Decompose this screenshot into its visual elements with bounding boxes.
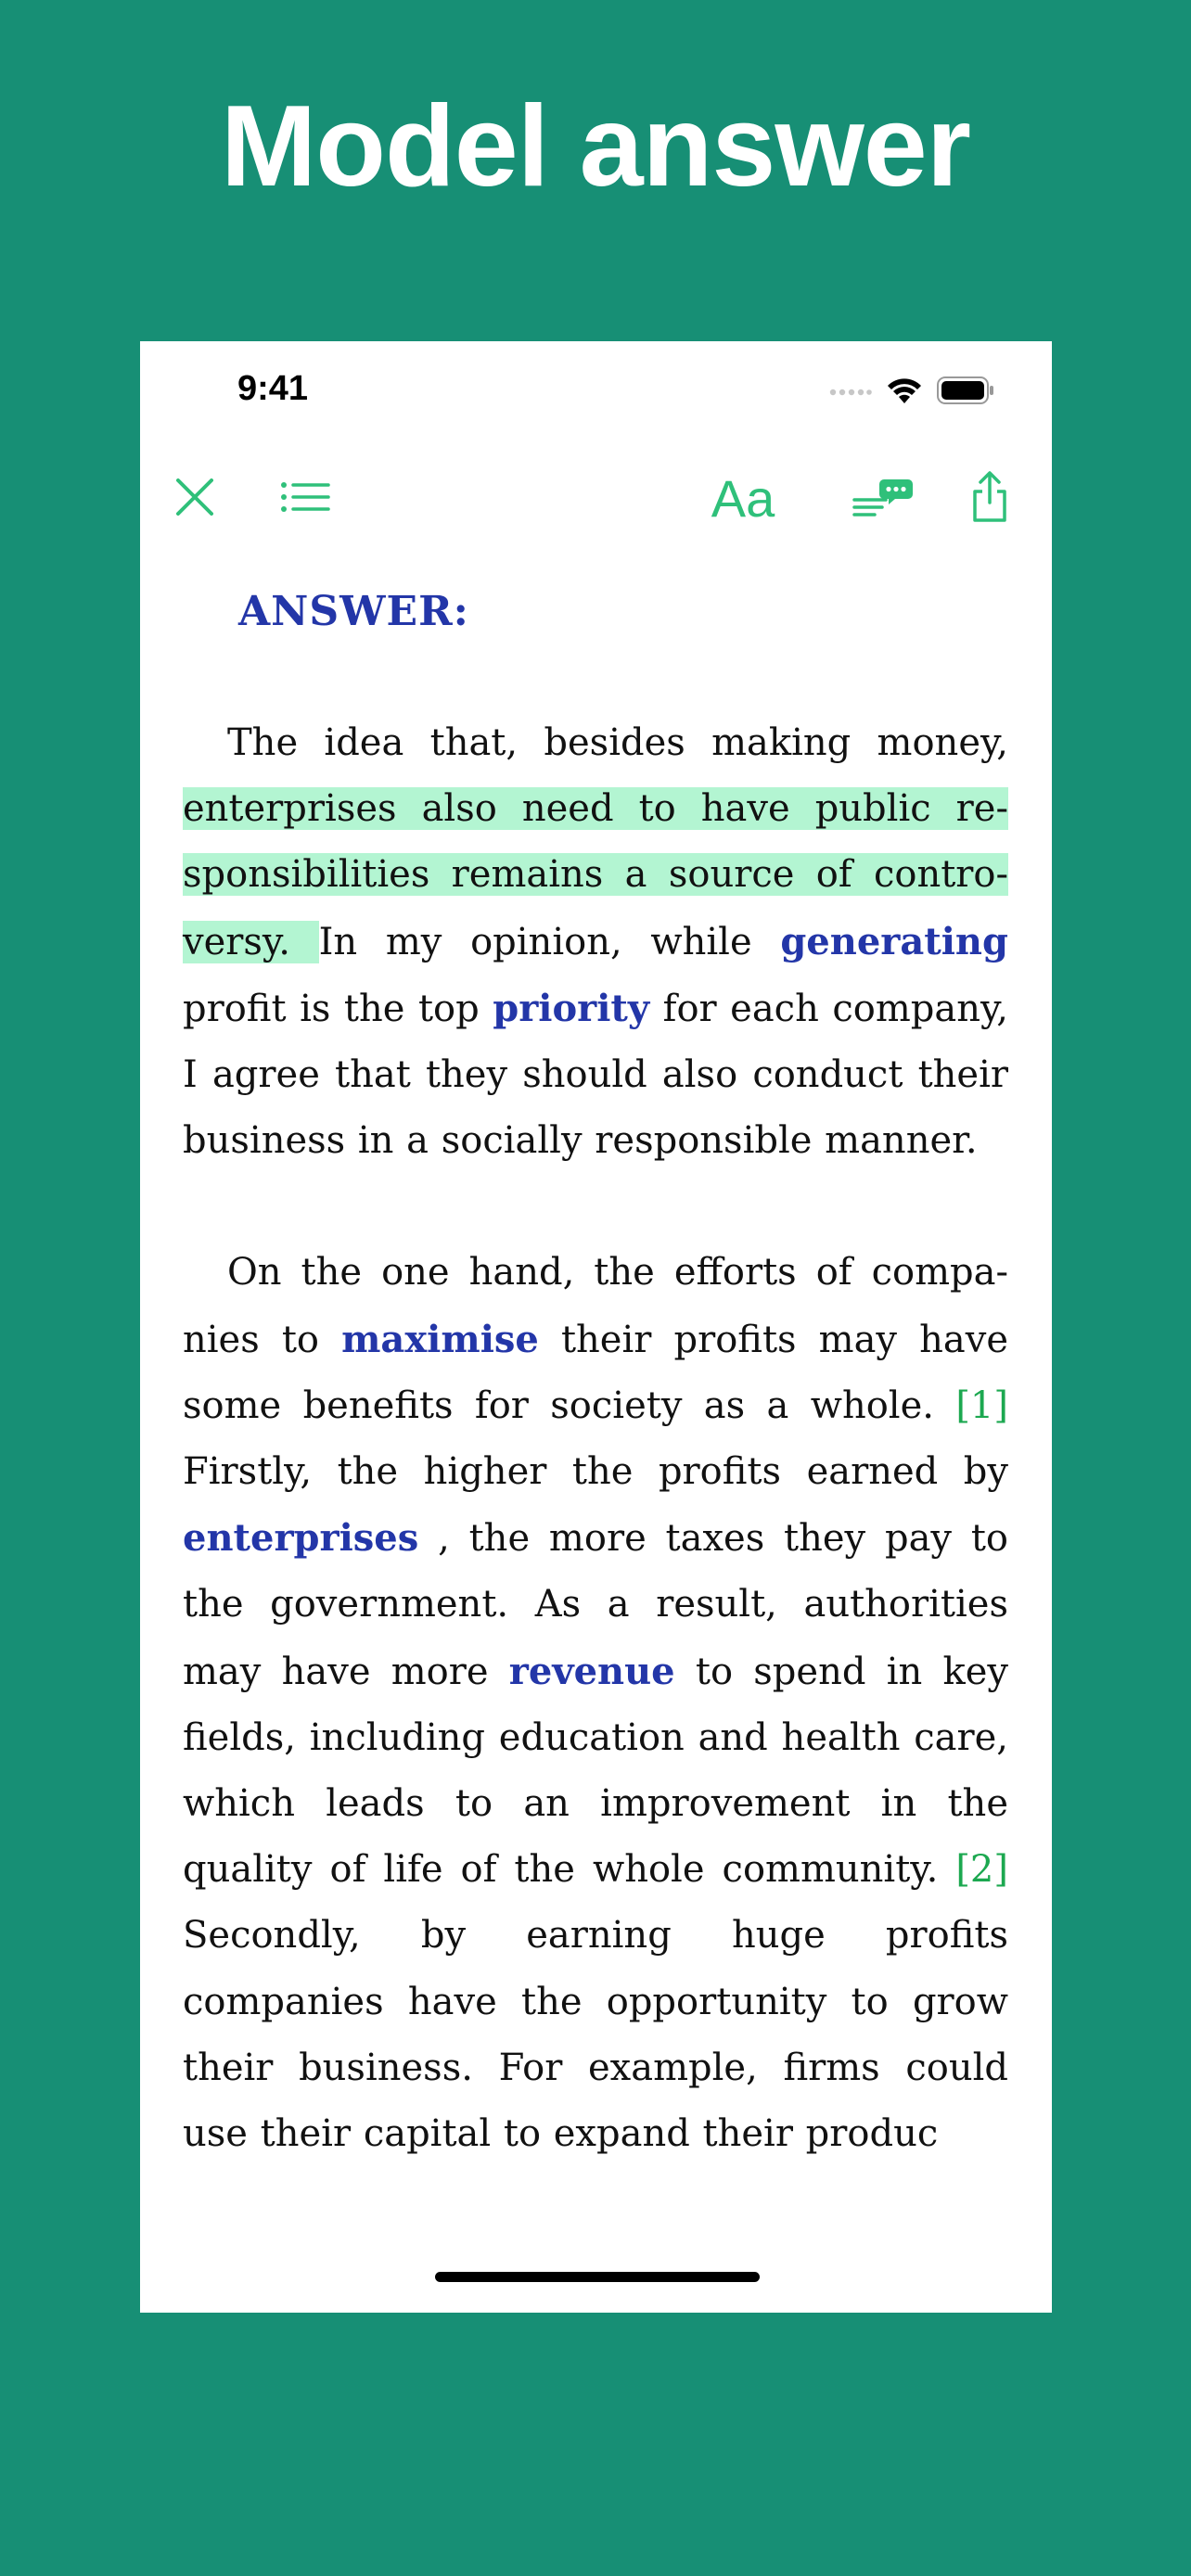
comments-button[interactable] — [848, 453, 918, 545]
keyword-revenue[interactable]: revenue — [508, 1649, 675, 1693]
paragraph-1-lead: The idea that, besides making money, — [227, 721, 1008, 764]
paragraph-2-text-3: Firstly, the higher the profits earned by — [183, 1450, 1008, 1494]
paragraph-2-text-1: On the one hand, the efforts of companies to — [183, 1251, 1008, 1361]
wifi-icon — [885, 376, 924, 410]
keyword-enterprises[interactable]: enterprises — [183, 1516, 419, 1561]
home-indicator[interactable] — [435, 2272, 760, 2282]
paragraph-1-text-2: profit is the top — [183, 987, 493, 1030]
font-icon-label: Aa — [711, 469, 775, 528]
paragraph-1 — [183, 710, 1008, 1174]
battery-icon — [937, 376, 994, 409]
cellular-signal-icon — [829, 384, 872, 401]
reader-toolbar — [140, 453, 1052, 545]
status-indicators — [829, 376, 994, 408]
paragraph-2-text-2: their profits may have some benefits for society as a whole. — [183, 1318, 1008, 1427]
font-size-icon — [711, 469, 775, 528]
phone-screen — [140, 341, 1052, 2313]
keyword-generating[interactable]: generating — [780, 919, 1008, 963]
paragraph-1-text-1: In my opinion, while — [318, 920, 781, 963]
keyword-maximise[interactable]: maximise — [341, 1317, 539, 1361]
highlighted-passage[interactable]: enterprises also need to have public responsibilities remains a source of controversy. — [183, 787, 1008, 963]
table-of-contents-button[interactable] — [275, 453, 336, 545]
answer-heading: ANSWER: — [238, 588, 469, 635]
paragraph-2 — [183, 1240, 1008, 2167]
reference-marker-1[interactable]: [1] — [955, 1384, 1008, 1427]
status-time: 9:41 — [237, 369, 309, 408]
close-button[interactable] — [160, 453, 229, 545]
paragraph-1-text-3: for each company, I agree that they should also conduct their business in a socially responsible manner. — [183, 987, 1008, 1163]
paragraph-2-text-6: Secondly, by earning huge profits companies have the opportunity to grow their business. For example, firms could use their capital to expand their produc — [183, 1914, 1008, 2156]
share-icon — [971, 471, 1008, 528]
share-button[interactable] — [961, 453, 1018, 545]
list-icon — [280, 480, 330, 518]
font-settings-button[interactable] — [706, 453, 780, 545]
paragraph-2-text-4: , the more taxes they pay to the government. As a result, authorities may have more — [183, 1517, 1008, 1693]
close-icon — [176, 478, 213, 520]
bottom-fade — [140, 2159, 1052, 2313]
comment-lines-icon — [852, 476, 914, 523]
reader-content — [183, 545, 1008, 2167]
reference-marker-2[interactable]: [2] — [955, 1848, 1008, 1892]
keyword-priority[interactable]: priority — [493, 986, 650, 1030]
paragraph-2-text-5: to spend in key fields, including education and health care, which leads to an improvement in the quality of life of the whole community. — [183, 1650, 1008, 1892]
promo-title: Model answer — [221, 83, 970, 210]
